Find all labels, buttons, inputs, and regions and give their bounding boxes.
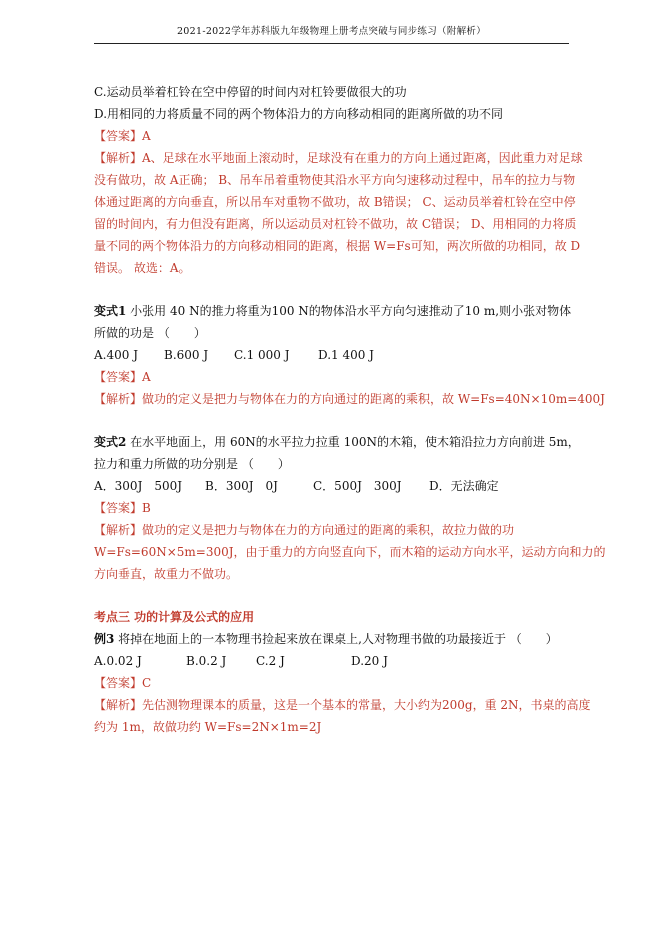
option-d: D.20 J [351,654,388,668]
analysis-line: 【解析】A、足球在水平地面上滚动时，足球没有在重力的方向上通过距离，因此重力对足球 [94,151,583,165]
analysis-line: 体通过距离的方向垂直，所以吊车对重物不做功，故 B错误； C、运动员举着杠铃在空中停 [94,195,576,209]
analysis-line: 约为 1m，故做功约 W=Fs=2N×1m=2J [94,720,322,734]
page-header: 2021-2022学年苏科版九年级物理上册考点突破与同步练习（附解析） [94,24,569,44]
variant-2-stem-text: 在水平地面上，用 60N的水平拉力拉重 100N的木箱，使木箱沿拉力方向前进 5m， [126,435,580,449]
option-b: B．300J 0J [205,479,278,493]
option-a: A.400 J [94,348,139,362]
option-b: B.600 J [164,348,209,362]
analysis-line: 留的时间内，有力但没有距离，所以运动员对杠铃不做功，故 C错误； D、用相同的力将质 [94,217,577,231]
variant-2-answer: 【答案】B [94,501,151,515]
variant-2-stem [94,431,580,453]
variant-1-stem-text: 小张用 40 N的推力将重为100 N的物体沿水平方向匀速推动了10 m,则小张对物体 [126,304,572,318]
variant-1-label: 变式1 [94,304,127,318]
spacer [94,279,576,300]
option-a: A．300J 500J [94,479,183,493]
analysis-line: 错误。 故选：A。 [94,261,191,275]
option-c-text: C.运动员举着杠铃在空中停留的时间内对杠铃要做很大的功 [94,85,407,99]
variant-1-stem-cont: 所做的功是 （ ） [94,326,206,340]
option-d-text: D.用相同的力将质量不同的两个物体沿力的方向移动相同的距离所做的功不同 [94,107,504,121]
option-d: D.1 400 J [318,348,374,362]
variant-2-label: 变式2 [94,435,127,449]
section-3-title: 考点三 功的计算及公式的应用 [94,610,255,624]
variant-2-options [94,475,576,497]
example-3-stem-text: 将掉在地面上的一本物理书捡起来放在课桌上,人对物理书做的功最接近于 （ ） [114,632,558,646]
spacer [94,410,576,431]
variant-1-analysis: 【解析】做功的定义是把力与物体在力的方向通过的距离的乘积，故 W=Fs=40N×10m=400J [94,392,605,406]
analysis-line: 【解析】做功的定义是把力与物体在力的方向通过的距离的乘积，故拉力做的功 [94,523,515,537]
analysis-line: W=Fs=60N×5m=300J，由于重力的方向竖直向下，而木箱的运动方向水平，运动方向和力的 [94,545,606,559]
analysis-line: 方向垂直，故重力不做功。 [94,567,239,581]
example-3-stem [94,628,576,650]
example-3-answer: 【答案】C [94,676,152,690]
variant-2-stem-cont: 拉力和重力所做的功分别是 （ ） [94,457,290,471]
variant-1-options [94,344,576,366]
analysis-line: 没有做功，故 A正确； B、吊车吊着重物使其沿水平方向匀速移动过程中，吊车的拉力与物 [94,173,576,187]
answer-label: 【答案】A [94,129,151,143]
option-b: B.0.2 J [186,654,227,668]
analysis-line: 【解析】先估测物理课本的质量，这是一个基本的常量，大小约为200g，重 2N，书桌的高度 [94,698,591,712]
option-d: D．无法确定 [429,479,499,493]
document-body [94,81,606,738]
example-3-label: 例3 [94,632,115,646]
option-a: A.0.02 J [94,654,142,668]
option-c: C.1 000 J [234,348,290,362]
example-3-options [94,650,576,672]
option-c: C.2 J [256,654,285,668]
spacer [94,585,576,606]
variant-1-answer: 【答案】A [94,370,151,384]
analysis-line: 量不同的两个物体沿力的方向移动相同的距离，根据 W=Fs可知，两次所做的功相同，故 D [94,239,581,253]
variant-1-stem [94,300,576,322]
option-c: C．500J 300J [313,479,402,493]
